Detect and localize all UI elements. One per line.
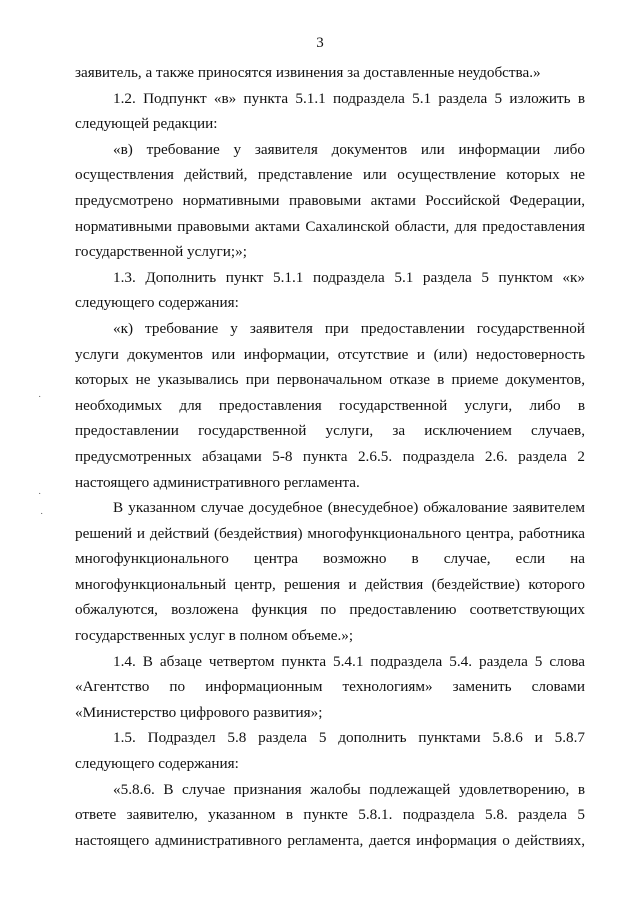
document-body	[75, 60, 585, 853]
text-line: государственной услуги;»;	[75, 243, 247, 261]
text-line: настоящего административного регламента, дается информация о действиях,	[75, 831, 585, 849]
margin-mark: ˙	[38, 492, 42, 503]
text-line: 1.2. Подпункт «в» пункта 5.1.1 подраздела 5.1 раздела 5 изложить в	[113, 89, 585, 107]
text-line: 1.4. В абзаце четвертом пункта 5.4.1 подраздела 5.4. раздела 5 слова	[113, 652, 585, 670]
text-line: следующего содержания:	[75, 755, 239, 773]
text-line: осуществления действий, представление или осуществление которых не	[75, 166, 585, 184]
text-line: «к) требование у заявителя при предоставлении государственной	[113, 319, 585, 337]
text-line: «Министерство цифрового развития»;	[75, 703, 323, 721]
text-line: решений и действий (бездействия) многофункционального центра, работника	[75, 524, 585, 542]
text-line: следующего содержания:	[75, 294, 239, 312]
text-line: настоящего административного регламента.	[75, 473, 360, 491]
text-line: государственных услуг в полном объеме.»;	[75, 627, 354, 645]
text-line: многофункциональный центр, решения и действия (бездействие) которого	[75, 575, 585, 593]
page-number: 3	[316, 35, 324, 51]
text-line: многофункционального центра возможно в случае, если на	[75, 550, 585, 568]
text-line: «Агентство по информационным технологиям» заменить словами	[75, 678, 585, 696]
text-line: «в) требование у заявителя документов или информации либо	[113, 140, 585, 158]
text-line: следующей редакции:	[75, 115, 218, 133]
text-line: «5.8.6. В случае признания жалобы подлежащей удовлетворению, в	[113, 780, 585, 798]
text-line: которых не указывались при первоначальном отказе в приеме документов,	[75, 371, 585, 389]
text-line: необходимых для предоставления государственной услуги, либо в	[75, 396, 585, 414]
text-line: обжалуются, возложена функция по предоставлению соответствующих	[75, 601, 585, 619]
text-line: заявитель, а также приносятся извинения за доставленные неудобства.»	[75, 64, 541, 81]
text-line: предусмотренных абзацами 5-8 пункта 2.6.5. подраздела 2.6. раздела 2	[75, 447, 585, 465]
text-line: 1.3. Дополнить пункт 5.1.1 подраздела 5.1 раздела 5 пунктом «к»	[113, 268, 585, 286]
text-line: услуги документов или информации, отсутствие и (или) недостоверность	[75, 345, 585, 363]
text-line: предоставлении государственной услуги, за исключением случаев,	[75, 422, 585, 440]
margin-mark: ˙	[40, 512, 44, 523]
text-line: нормативными правовыми актами Сахалинской области, для предоставления	[75, 217, 585, 235]
text-line: предусмотрено нормативными правовыми актами Российской Федерации,	[75, 191, 585, 209]
text-line: ответе заявителю, указанном в пункте 5.8.1. подраздела 5.8. раздела 5	[75, 806, 585, 824]
text-line: В указанном случае досудебное (внесудебное) обжалование заявителем	[113, 499, 585, 517]
text-line: 1.5. Подраздел 5.8 раздела 5 дополнить пунктами 5.8.6 и 5.8.7	[113, 729, 585, 747]
margin-mark: ˙	[38, 395, 42, 406]
